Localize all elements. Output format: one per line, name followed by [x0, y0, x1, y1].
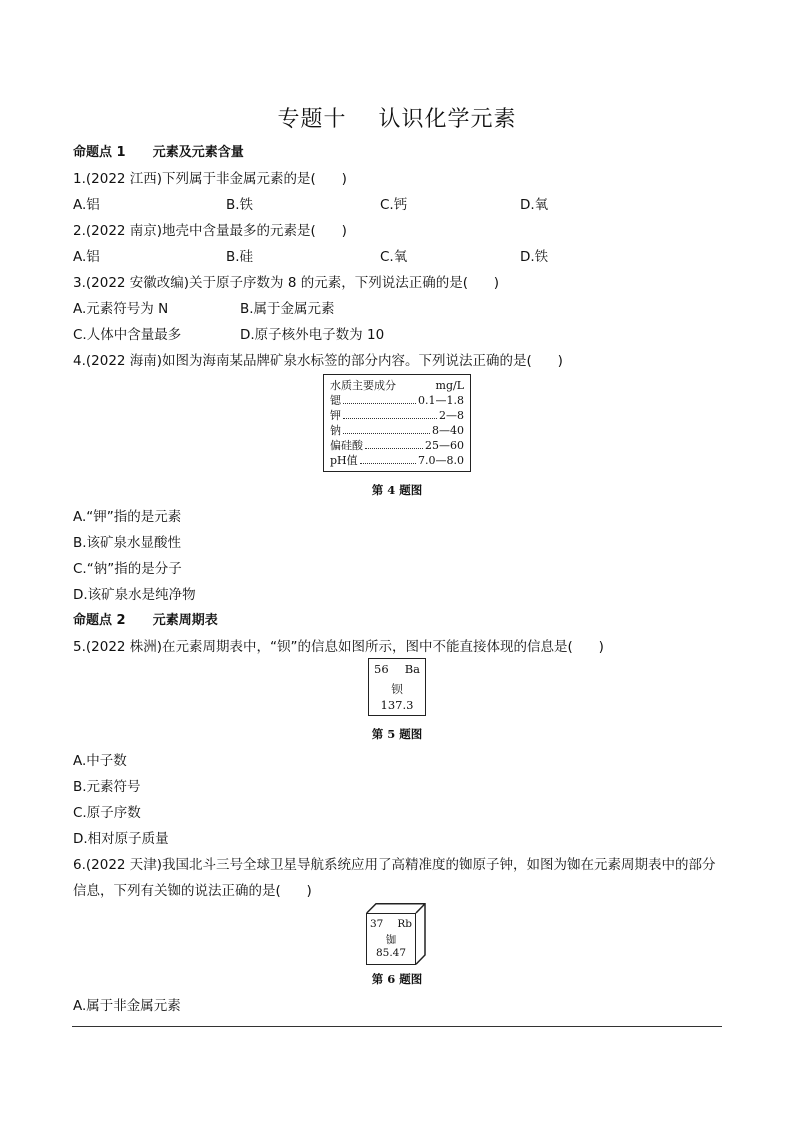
atomic-number: 37 — [370, 918, 384, 930]
question-2-stem: 2.(2022 南京)地壳中含量最多的元素是( ) — [73, 223, 347, 239]
label-row — [330, 393, 464, 408]
question-6-stem-line-2: 信息，下列有关铷的说法正确的是( ) — [73, 883, 312, 899]
label-row — [330, 423, 464, 438]
section-heading-1: 命题点 1 元素及元素含量 — [73, 145, 244, 160]
figure-4-caption: 第 4 题图 — [371, 483, 423, 497]
label-row-value: 0.1—1.8 — [418, 394, 464, 407]
mineral-water-label-figure — [323, 374, 471, 472]
element-symbol: Rb — [397, 918, 412, 930]
atomic-mass: 137.3 — [380, 698, 414, 712]
label-row-value: 2—8 — [439, 409, 464, 422]
label-row — [330, 438, 464, 453]
label-row-name: 锶 — [330, 394, 341, 407]
element-name: 钡 — [391, 682, 403, 696]
label-row-name: pH值 — [330, 454, 358, 467]
figure-6-caption: 第 6 题图 — [371, 972, 423, 986]
section-heading-2: 命题点 2 元素周期表 — [73, 613, 218, 628]
atomic-number: 56 — [374, 662, 389, 676]
atomic-mass: 85.47 — [375, 947, 407, 959]
question-2-option-b: B.硅 — [226, 249, 254, 265]
question-6-stem-line-1: 6.(2022 天津)我国北斗三号全球卫星导航系统应用了高精准度的铷原子钟，如图为铷在元素周期表中的部分 — [73, 857, 716, 873]
rubidium-element-tile — [366, 903, 436, 965]
question-3-stem: 3.(2022 安徽改编)关于原子序数为 8 的元素，下列说法正确的是( ) — [73, 275, 500, 291]
label-header — [330, 378, 464, 393]
label-row-value: 7.0—8.0 — [418, 454, 464, 467]
question-5-option-a: A.中子数 — [73, 753, 127, 769]
question-4-stem: 4.(2022 海南)如图为海南某品牌矿泉水标签的部分内容。下列说法正确的是( ) — [73, 353, 563, 369]
question-1-option-c: C.钙 — [380, 197, 408, 213]
question-4-option-c: C.“钠”指的是分子 — [73, 561, 182, 577]
element-name: 铷 — [385, 934, 397, 946]
element-symbol: Ba — [404, 662, 420, 676]
question-5-option-c: C.原子序数 — [73, 805, 141, 821]
question-5-stem: 5.(2022 株洲)在元素周期表中，“钡”的信息如图所示，图中不能直接体现的信息是( ) — [73, 639, 604, 655]
cube-front-face — [366, 913, 416, 965]
question-3-option-a: A.元素符号为 N — [73, 301, 169, 317]
question-5-option-b: B.元素符号 — [73, 779, 141, 795]
question-4-option-a: A.“钾”指的是元素 — [73, 509, 182, 525]
question-4-option-d: D.该矿泉水是纯净物 — [73, 587, 196, 603]
question-3-option-b: B.属于金属元素 — [240, 301, 335, 317]
question-6-option-a: A.属于非金属元素 — [73, 998, 181, 1014]
label-header-title: 水质主要成分 — [330, 379, 396, 392]
label-header-unit: mg/L — [435, 379, 464, 392]
question-3-option-d: D.原子核外电子数为 10 — [240, 327, 385, 343]
label-row-value: 25—60 — [425, 439, 464, 452]
label-row — [330, 408, 464, 423]
label-row-name: 偏硅酸 — [330, 439, 363, 452]
label-row — [330, 453, 464, 468]
label-row-name: 钾 — [330, 409, 341, 422]
question-4-option-b: B.该矿泉水显酸性 — [73, 535, 182, 551]
question-2-option-d: D.铁 — [520, 249, 549, 265]
page-title: 专题十 认识化学元素 — [277, 107, 517, 132]
label-row-value: 8—40 — [432, 424, 464, 437]
question-3-option-c: C.人体中含量最多 — [73, 327, 182, 343]
figure-5-caption: 第 5 题图 — [371, 727, 423, 741]
label-row-name: 钠 — [330, 424, 341, 437]
bottom-divider — [72, 1026, 722, 1027]
barium-element-tile — [368, 658, 426, 716]
question-2-option-a: A.铝 — [73, 249, 100, 265]
question-1-option-a: A.铝 — [73, 197, 100, 213]
question-5-option-d: D.相对原子质量 — [73, 831, 169, 847]
question-1-stem: 1.(2022 江西)下列属于非金属元素的是( ) — [73, 171, 347, 187]
question-1-option-b: B.铁 — [226, 197, 254, 213]
question-1-option-d: D.氧 — [520, 197, 549, 213]
question-2-option-c: C.氧 — [380, 249, 408, 265]
